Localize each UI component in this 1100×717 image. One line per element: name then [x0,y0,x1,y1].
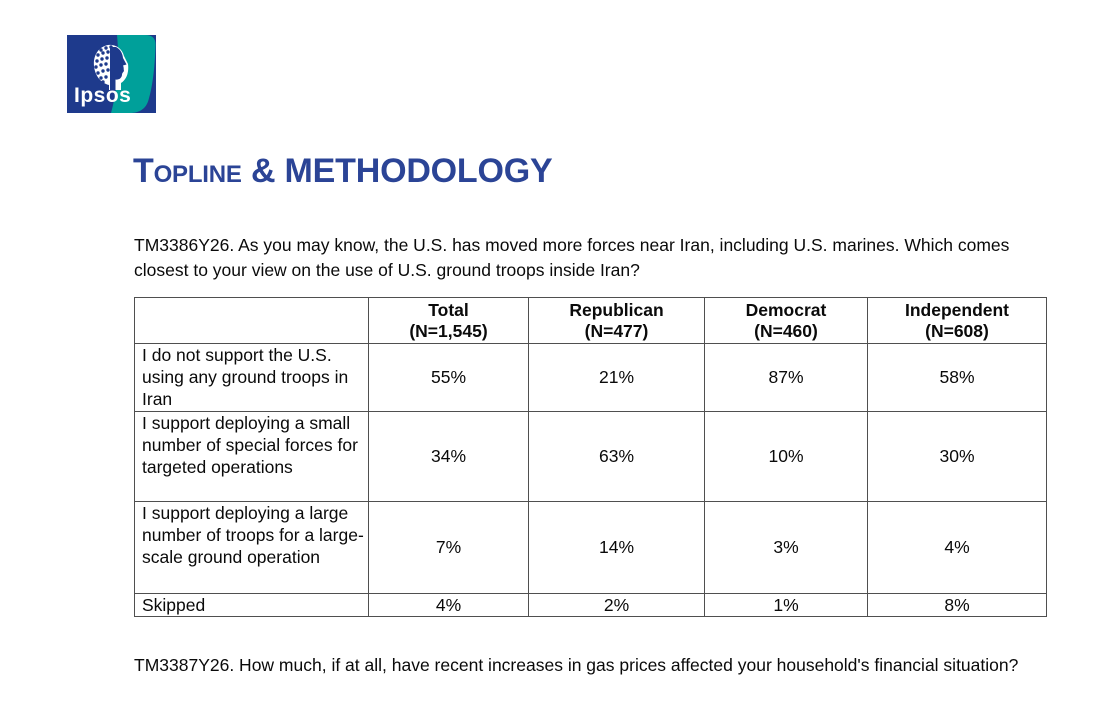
ipsos-logo-wordmark: Ipsos [74,84,132,107]
value-cell: 1% [705,594,868,617]
value-cell: 2% [529,594,705,617]
row-label: Skipped [135,594,369,617]
value-cell: 3% [705,502,868,594]
column-header-republican [529,298,705,344]
column-header-total [369,298,529,344]
value-cell: 55% [369,344,529,412]
column-label: Democrat [745,299,827,320]
question-text-2: TM3387Y26. How much, if at all, have recent increases in gas prices affected your household's financial situation? [134,655,1019,675]
value-cell: 63% [529,412,705,502]
question-text-1: TM3386Y26. As you may know, the U.S. has moved more forces near Iran, including U.S. marines. Which comes closest to your view on the use of U.S. ground troops inside Iran? [134,235,1010,280]
table-row [135,344,1047,412]
value-cell: 4% [369,594,529,617]
column-n: (N=1,545) [409,320,488,341]
column-label: Republican [569,299,664,320]
table-row [135,502,1047,594]
table-row [135,594,1047,617]
row-label: I support deploying a large number of troops for a large-scale ground operation [135,502,369,594]
value-cell: 4% [868,502,1047,594]
column-label: Independent [904,299,1010,320]
table-row [135,412,1047,502]
column-header-democrat [705,298,868,344]
ipsos-logo [67,35,156,113]
column-label: Total [428,299,469,320]
value-cell: 14% [529,502,705,594]
results-table [134,297,1047,617]
value-cell: 10% [705,412,868,502]
value-cell: 8% [868,594,1047,617]
value-cell: 30% [868,412,1047,502]
column-n: (N=608) [925,320,989,341]
value-cell: 21% [529,344,705,412]
column-n: (N=477) [584,320,649,341]
column-n: (N=460) [754,320,818,341]
row-label: I support deploying a small number of special forces for targeted operations [135,412,369,502]
value-cell: 34% [369,412,529,502]
table-header-row [135,298,1047,344]
column-header-independent [868,298,1047,344]
value-cell: 7% [369,502,529,594]
row-label: I do not support the U.S. using any ground troops in Iran [135,344,369,412]
page-title: Topline & METHODOLOGY [133,152,553,190]
corner-cell [135,298,369,344]
value-cell: 58% [868,344,1047,412]
value-cell: 87% [705,344,868,412]
